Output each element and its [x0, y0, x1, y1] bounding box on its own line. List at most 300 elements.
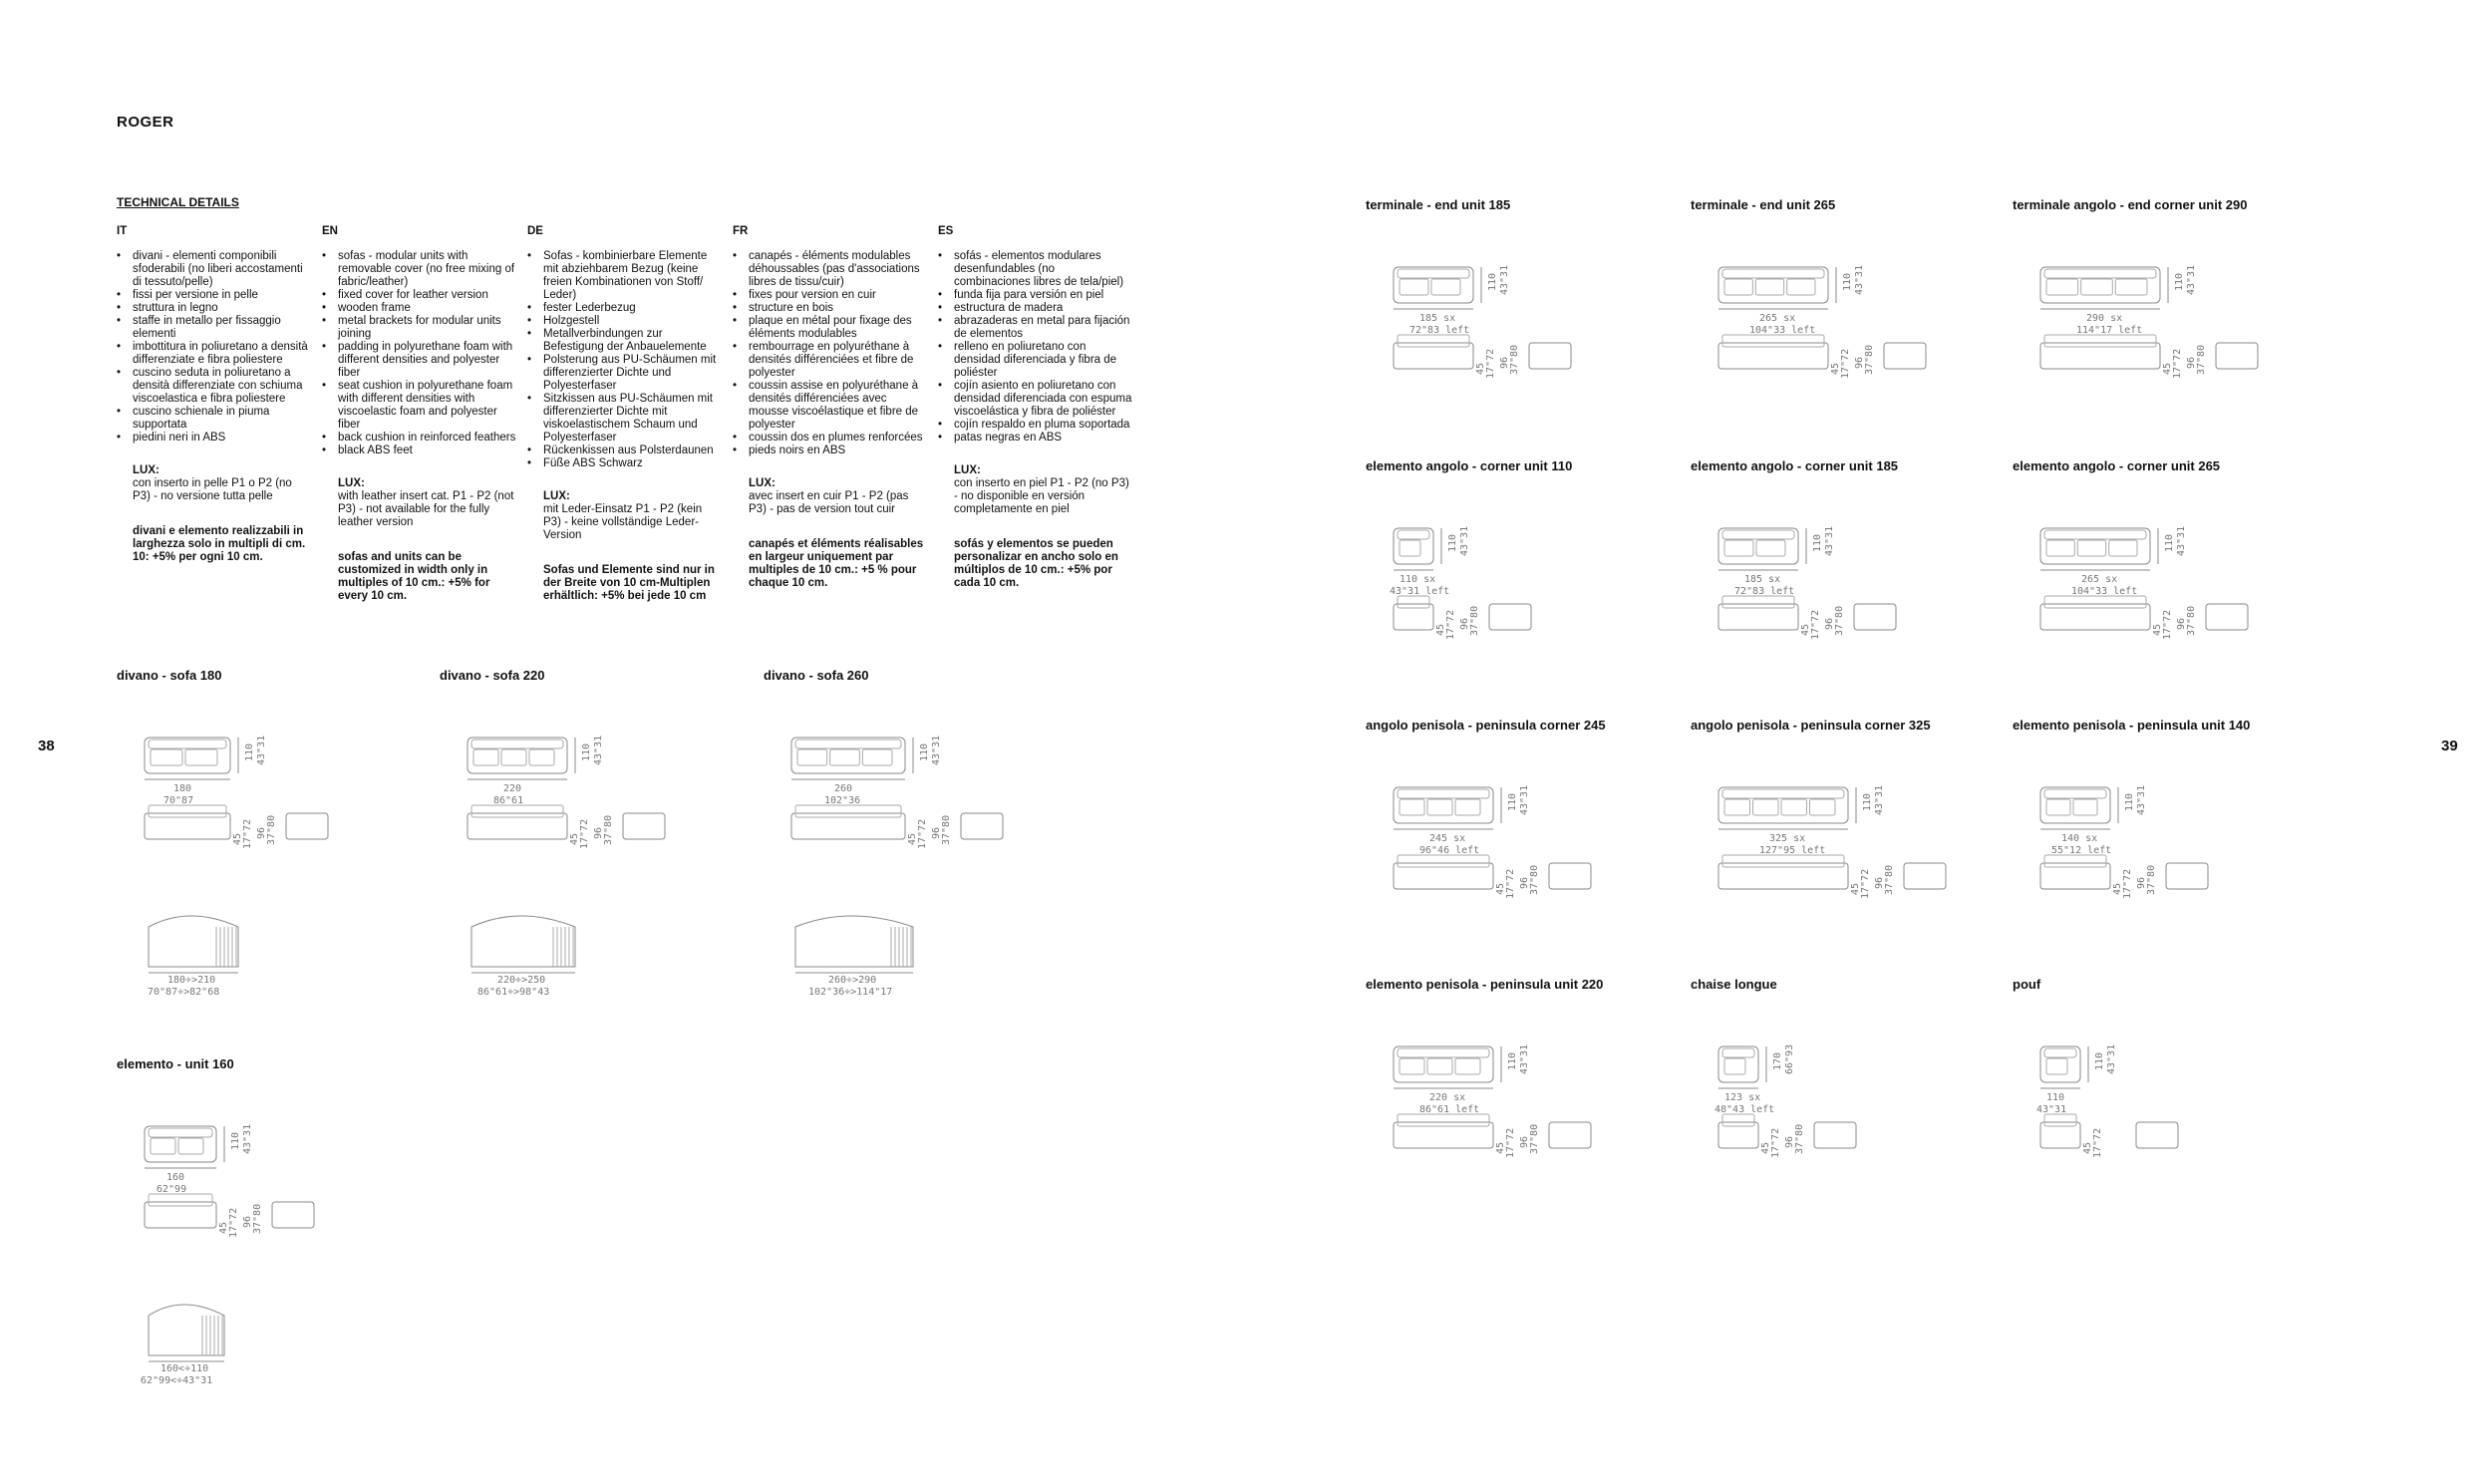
front-backrest: [1722, 335, 1824, 347]
language-code: FR: [733, 225, 749, 237]
sofa-drawing: [1390, 1037, 1599, 1166]
plan-outline: [1394, 1046, 1493, 1082]
feature-item: • padding in polyurethane foam with different densities and polyester fiber: [338, 341, 517, 380]
page-number-left: 38: [38, 738, 55, 754]
seat-height-label: 45: [2152, 623, 2163, 636]
plan-cushion: [1400, 799, 1424, 815]
feature-list: [117, 250, 312, 445]
feature-item: • fixed cover for leather version: [338, 289, 517, 302]
depth-inch-label: 43"31: [2106, 1043, 2117, 1074]
feature-item: • divani - elementi componibili sfoderabili (no liberi accostamenti di tessuto/pelle): [133, 250, 312, 289]
depth-inch-label: 66"93: [1784, 1043, 1795, 1074]
section-title: elemento - unit 160: [117, 1056, 234, 1071]
width-inch-label: 86"61 left: [1419, 1104, 1480, 1115]
total-height-inch-label: 37"80: [2196, 344, 2207, 375]
unit-diagram: [2036, 777, 2216, 912]
side-outline: [2206, 604, 2248, 630]
plan-cushion: [151, 749, 182, 765]
section-title: terminale - end unit 185: [1366, 197, 1511, 212]
plan-backrest: [1398, 1048, 1489, 1057]
feature-item: • cuscino seduta in poliuretano a densità differenziate con schiuma viscoelastica e fibra poliestere: [133, 367, 312, 406]
feature-item: • Polsterung aus PU-Schäumen mit differenzierter Dichte und Polyesterfaser: [543, 354, 723, 393]
plan-cushion: [2046, 1058, 2067, 1074]
width-label: 265 sx: [1759, 313, 1796, 324]
unit-diagram: [2036, 518, 2256, 653]
plan-outline: [2040, 528, 2150, 564]
total-height-inch-label: 37"80: [2186, 605, 2197, 636]
lux-text: avec insert en cuir P1 - P2 (pas P3) - pas de version tout cuir: [749, 490, 909, 515]
depth-label: 110: [1507, 1051, 1518, 1070]
language-column-es: [938, 225, 1133, 590]
sofa-drawing: [2036, 1037, 2186, 1166]
plan-cushion: [1724, 799, 1750, 815]
feature-item: • Rückenkissen aus Polsterdaunen: [543, 445, 723, 457]
range-outline: [471, 916, 575, 967]
total-height-label: 96: [1519, 876, 1530, 889]
total-height-label: 96: [242, 1215, 253, 1228]
side-outline: [2136, 1122, 2178, 1148]
feature-list: [322, 250, 517, 457]
unit-diagram: [2036, 257, 2266, 392]
range-inch-label: 70"87÷>82"68: [148, 987, 220, 998]
width-label: 123 sx: [1724, 1092, 1761, 1103]
plan-backrest: [1722, 789, 1844, 798]
unit-diagram: [1714, 777, 1954, 912]
plan-cushion: [473, 749, 498, 765]
language-column-en: [322, 225, 517, 603]
feature-item: • cojín respaldo en pluma soportada: [954, 419, 1133, 432]
depth-inch-label: 43"31: [256, 735, 267, 765]
depth-label: 110: [2094, 1051, 2105, 1070]
plan-outline: [1718, 787, 1848, 823]
feature-item: • rembourrage en polyuréthane à densités différenciées et fibre de polyester: [749, 341, 928, 380]
depth-label: 110: [1507, 792, 1518, 811]
sofa-diagram: [787, 728, 1011, 1002]
lux-block: [938, 464, 1133, 516]
sofa-drawing: [1714, 1037, 1864, 1166]
seat-height-inch-label: 17"72: [2162, 609, 2173, 640]
depth-inch-label: 43"31: [242, 1123, 253, 1154]
plan-cushion: [529, 749, 554, 765]
depth-label: 110: [1842, 272, 1853, 291]
lux-title: LUX:: [133, 464, 159, 476]
section-title: elemento penisola - peninsula unit 140: [2013, 718, 2251, 733]
plan-backrest: [471, 740, 563, 748]
feature-item: • relleno en poliuretano con densidad diferenciada y fibra de poliéster: [954, 341, 1133, 380]
customization-note: canapés et éléments réalisables en largeur uniquement par multiples de 10 cm.: +5 % pour chaque 10 cm.: [749, 538, 924, 589]
section-title: chaise longue: [1691, 977, 1777, 992]
plan-backrest: [795, 740, 901, 748]
side-outline: [1489, 604, 1531, 630]
side-outline: [286, 813, 328, 839]
total-height-inch-label: 37"80: [1884, 864, 1895, 895]
front-backrest: [2044, 1114, 2076, 1126]
plan-cushion: [1431, 279, 1460, 295]
seat-height-inch-label: 17"72: [1485, 348, 1496, 379]
feature-item: • coussin dos en plumes renforcées: [749, 432, 928, 445]
total-height-inch-label: 37"80: [1864, 344, 1875, 375]
plan-cushion: [2109, 540, 2137, 556]
total-height-inch-label: 37"80: [603, 814, 614, 845]
front-backrest: [1722, 855, 1844, 867]
width-inch-label: 72"83 left: [1409, 325, 1470, 336]
feature-item: • pieds noirs en ABS: [749, 445, 928, 457]
unit-diagram: [1714, 518, 1904, 653]
depth-inch-label: 43"31: [2136, 784, 2147, 815]
side-outline: [1884, 343, 1926, 369]
feature-item: • Sitzkissen aus PU-Schäumen mit differenzierter Dichte mit viskoelastischem Schaum und Polyesterfaser: [543, 393, 723, 445]
section-title: divano - sofa 180: [117, 668, 222, 683]
plan-outline: [1718, 267, 1828, 303]
width-inch-label: 127"95 left: [1759, 845, 1826, 856]
plan-cushion: [501, 749, 526, 765]
width-inch-label: 70"87: [163, 795, 194, 806]
depth-label: 170: [1772, 1051, 1783, 1070]
width-label: 260: [834, 783, 853, 794]
section-title: angolo penisola - peninsula corner 325: [1691, 718, 1931, 733]
feature-list: [938, 250, 1133, 445]
range-label: 260÷>290: [828, 975, 877, 986]
width-inch-label: 55"12 left: [2051, 845, 2112, 856]
width-inch-label: 43"31: [2036, 1104, 2067, 1115]
plan-backrest: [1398, 269, 1469, 278]
width-inch-label: 48"43 left: [1714, 1104, 1775, 1115]
lux-title: LUX:: [338, 477, 365, 489]
sofa-diagram: [141, 728, 336, 1002]
plan-cushion: [2073, 799, 2097, 815]
language-code: EN: [322, 225, 338, 237]
feature-item: • sofás - elementos modulares desenfundables (no combinaciones libres de tela/piel): [954, 250, 1133, 289]
front-backrest: [2044, 855, 2106, 867]
sofa-drawing: [141, 1116, 322, 1385]
unit-diagram: [1390, 257, 1579, 392]
sofa-drawing: [1714, 257, 1934, 387]
technical-details-title: TECHNICAL DETAILS: [117, 195, 239, 209]
lux-text: con inserto in pelle P1 o P2 (no P3) - no versione tutta pelle: [133, 477, 292, 502]
total-height-label: 96: [931, 826, 942, 839]
customization-note: Sofas und Elemente sind nur in der Breite von 10 cm-Multiplen erhältlich: +5% bei jede 10 cm: [543, 564, 715, 602]
total-height-inch-label: 37"80: [1529, 1123, 1540, 1154]
plan-outline: [1718, 528, 1798, 564]
feature-list: [733, 250, 928, 457]
width-label: 140 sx: [2061, 833, 2098, 844]
seat-height-label: 45: [2112, 882, 2123, 895]
depth-label: 110: [244, 742, 255, 761]
total-height-inch-label: 37"80: [252, 1203, 263, 1234]
total-height-label: 96: [1854, 356, 1865, 369]
unit-diagram: [2036, 1037, 2186, 1171]
sofa-drawing: [1390, 257, 1579, 387]
plan-backrest: [2044, 530, 2146, 539]
front-backrest: [795, 805, 901, 817]
total-height-inch-label: 37"80: [1469, 605, 1480, 636]
feature-item: • Metallverbindungen zur Befestigung der Anbauelemente: [543, 328, 723, 354]
total-height-label: 96: [2186, 356, 2197, 369]
depth-inch-label: 43"31: [931, 735, 942, 765]
lux-title: LUX:: [749, 477, 776, 489]
plan-backrest: [1398, 789, 1489, 798]
plan-backrest: [1722, 1048, 1754, 1057]
language-column-fr: [733, 225, 928, 590]
section-title: terminale - end unit 265: [1691, 197, 1836, 212]
lux-text: with leather insert cat. P1 - P2 (not P3) - not available for the fully leather version: [338, 490, 514, 528]
total-height-inch-label: 37"80: [1794, 1123, 1805, 1154]
plan-cushion: [1787, 279, 1815, 295]
depth-label: 110: [2124, 792, 2135, 811]
plan-cushion: [1427, 799, 1452, 815]
plan-outline: [145, 1126, 216, 1162]
section-title: pouf: [2013, 977, 2041, 992]
plan-cushion: [1810, 799, 1836, 815]
plan-backrest: [149, 740, 226, 748]
front-backrest: [1722, 1114, 1754, 1126]
unit-diagram: [1390, 518, 1539, 653]
depth-label: 110: [230, 1131, 241, 1150]
language-code: DE: [527, 225, 543, 237]
width-inch-label: 72"83 left: [1734, 586, 1795, 597]
unit-diagram: [1390, 777, 1599, 912]
depth-label: 110: [581, 742, 592, 761]
seat-height-label: 45: [1760, 1141, 1771, 1154]
width-inch-label: 114"17 left: [2076, 325, 2143, 336]
feature-item: • black ABS feet: [338, 445, 517, 457]
plan-cushion: [1756, 540, 1785, 556]
depth-inch-label: 43"31: [2176, 525, 2187, 556]
page-number-right: 39: [2441, 738, 2458, 754]
seat-height-inch-label: 17"72: [1770, 1127, 1781, 1158]
width-label: 220: [503, 783, 522, 794]
seat-height-label: 45: [218, 1221, 229, 1234]
depth-inch-label: 43"31: [1519, 1043, 1530, 1074]
side-outline: [1529, 343, 1571, 369]
range-label: 180÷>210: [167, 975, 216, 986]
plan-cushion: [1753, 799, 1779, 815]
language-column-it: [117, 225, 312, 564]
unit-diagram: [1390, 1037, 1599, 1171]
plan-cushion: [1724, 279, 1752, 295]
seat-height-inch-label: 17"72: [2122, 868, 2133, 899]
range-label: 160<÷110: [160, 1363, 209, 1374]
total-height-label: 96: [1874, 876, 1885, 889]
plan-cushion: [1724, 540, 1753, 556]
sofa-drawing: [1390, 518, 1539, 648]
language-column-de: [527, 225, 723, 603]
sofa-drawing: [2036, 777, 2216, 907]
plan-backrest: [1398, 530, 1429, 539]
range-inch-label: 102"36÷>114"17: [808, 987, 893, 998]
section-title: elemento angolo - corner unit 110: [1366, 458, 1573, 473]
width-label: 325 sx: [1769, 833, 1806, 844]
seat-height-label: 45: [2082, 1141, 2093, 1154]
side-outline: [961, 813, 1003, 839]
seat-height-label: 45: [2162, 362, 2173, 375]
total-height-inch-label: 37"80: [1834, 605, 1845, 636]
seat-height-inch-label: 17"72: [2172, 348, 2183, 379]
feature-item: • structure en bois: [749, 302, 928, 315]
feature-item: • struttura in legno: [133, 302, 312, 315]
lux-title: LUX:: [543, 490, 570, 502]
sofa-drawing: [1390, 777, 1599, 907]
seat-height-label: 45: [569, 832, 580, 845]
plan-backrest: [2044, 789, 2106, 798]
range-inch-label: 86"61÷>98"43: [477, 987, 550, 998]
seat-height-inch-label: 17"72: [2092, 1127, 2103, 1158]
side-outline: [1549, 1122, 1591, 1148]
plan-cushion: [830, 749, 860, 765]
feature-item: • estructura de madera: [954, 302, 1133, 315]
depth-inch-label: 43"31: [593, 735, 604, 765]
feature-item: • sofas - modular units with removable cover (no free mixing of fabric/leather): [338, 250, 517, 289]
width-inch-label: 104"33 left: [2071, 586, 2138, 597]
language-code: IT: [117, 225, 128, 237]
unit-diagram: [1714, 1037, 1864, 1171]
width-label: 110: [2046, 1092, 2065, 1103]
seat-height-label: 45: [1475, 362, 1486, 375]
depth-inch-label: 43"31: [1854, 264, 1865, 295]
sofa-diagram: [141, 1116, 322, 1390]
feature-item: • back cushion in reinforced feathers: [338, 432, 517, 445]
total-height-label: 96: [1519, 1135, 1530, 1148]
total-height-label: 96: [2136, 876, 2147, 889]
customization-note: divani e elemento realizzabili in larghezza solo in multipli di cm. 10: +5% per ogni 10 cm.: [133, 525, 306, 563]
depth-label: 110: [1812, 533, 1823, 552]
feature-item: • patas negras en ABS: [954, 432, 1133, 445]
total-height-inch-label: 37"80: [2146, 864, 2157, 895]
section-title: divano - sofa 260: [764, 668, 869, 683]
side-outline: [272, 1202, 314, 1228]
plan-cushion: [2046, 540, 2074, 556]
total-height-inch-label: 37"80: [1509, 344, 1520, 375]
seat-height-label: 45: [1435, 623, 1446, 636]
range-inch-label: 62"99<÷43"31: [141, 1375, 213, 1386]
depth-inch-label: 43"31: [2186, 264, 2197, 295]
plan-cushion: [1755, 279, 1783, 295]
feature-list: [527, 250, 723, 470]
width-inch-label: 86"61: [493, 795, 524, 806]
total-height-label: 96: [1499, 356, 1510, 369]
total-height-label: 96: [1824, 617, 1835, 630]
lux-block: [527, 490, 723, 542]
side-outline: [1854, 604, 1896, 630]
plan-cushion: [185, 749, 217, 765]
side-outline: [2166, 863, 2208, 889]
side-outline: [1814, 1122, 1856, 1148]
plan-cushion: [151, 1138, 175, 1154]
lux-text: mit Leder-Einsatz P1 - P2 (kein P3) - keine vollständige Leder-Version: [543, 503, 703, 541]
seat-height-label: 45: [1830, 362, 1841, 375]
feature-item: • fixes pour version en cuir: [749, 289, 928, 302]
depth-label: 110: [1862, 792, 1873, 811]
seat-height-inch-label: 17"72: [1505, 1127, 1516, 1158]
seat-height-inch-label: 17"72: [1505, 868, 1516, 899]
seat-height-label: 45: [232, 832, 243, 845]
plan-cushion: [2081, 279, 2113, 295]
plan-cushion: [1781, 799, 1807, 815]
section-title: elemento penisola - peninsula unit 220: [1366, 977, 1604, 992]
depth-inch-label: 43"31: [1874, 784, 1885, 815]
feature-item: • imbottitura in poliuretano a densità differenziate e fibra poliestere: [133, 341, 312, 367]
language-code: ES: [938, 225, 954, 237]
plan-cushion: [862, 749, 892, 765]
side-outline: [1549, 863, 1591, 889]
sofa-drawing: [787, 728, 1011, 997]
sofa-drawing: [464, 728, 673, 997]
section-title: terminale angolo - end corner unit 290: [2013, 197, 2248, 212]
total-height-label: 96: [1459, 617, 1470, 630]
plan-cushion: [1724, 1058, 1745, 1074]
width-inch-label: 62"99: [156, 1184, 187, 1195]
plan-cushion: [2046, 799, 2070, 815]
lux-title: LUX:: [954, 464, 981, 476]
width-inch-label: 104"33 left: [1749, 325, 1816, 336]
seat-height-inch-label: 17"72: [242, 818, 253, 849]
seat-height-inch-label: 17"72: [1810, 609, 1821, 640]
sofa-drawing: [2036, 518, 2256, 648]
front-backrest: [149, 1194, 212, 1206]
front-backrest: [149, 805, 226, 817]
seat-height-inch-label: 17"72: [1860, 868, 1871, 899]
plan-backrest: [1722, 530, 1794, 539]
feature-item: • Füße ABS Schwarz: [543, 457, 723, 470]
side-outline: [623, 813, 665, 839]
total-height-inch-label: 37"80: [941, 814, 952, 845]
width-label: 185 sx: [1744, 574, 1781, 585]
total-height-label: 96: [593, 826, 604, 839]
front-backrest: [2044, 335, 2156, 347]
feature-item: • seat cushion in polyurethane foam with different densities with viscoelastic foam and polyester fiber: [338, 380, 517, 432]
seat-height-label: 45: [1495, 882, 1506, 895]
feature-item: • abrazaderas en metal para fijación de elementos: [954, 315, 1133, 341]
seat-height-label: 45: [1850, 882, 1861, 895]
seat-height-inch-label: 17"72: [579, 818, 590, 849]
plan-cushion: [1400, 540, 1420, 556]
depth-label: 110: [1487, 272, 1498, 291]
total-height-label: 96: [256, 826, 267, 839]
plan-cushion: [1400, 1058, 1424, 1074]
lux-block: [117, 464, 312, 503]
plan-backrest: [149, 1128, 212, 1137]
sofa-drawing: [141, 728, 336, 997]
plan-cushion: [1400, 279, 1428, 295]
lux-text: con inserto en piel P1 - P2 (no P3) - no disponible en versión completamente en piel: [954, 477, 1129, 515]
depth-inch-label: 43"31: [1499, 264, 1510, 295]
front-backrest: [1398, 335, 1469, 347]
plan-cushion: [1455, 799, 1480, 815]
front-backrest: [1398, 596, 1429, 608]
feature-item: • Sofas - kombinierbare Elemente mit abziehbarem Bezug (keine freien Kombinationen von Stoff/ Leder): [543, 250, 723, 302]
depth-inch-label: 43"31: [1459, 525, 1470, 556]
feature-item: • funda fija para versión en piel: [954, 289, 1133, 302]
width-inch-label: 43"31 left: [1390, 586, 1450, 597]
total-height-label: 96: [1784, 1135, 1795, 1148]
feature-item: • metal brackets for modular units joining: [338, 315, 517, 341]
feature-item: • canapés - éléments modulables déhoussables (pas d'associations libres de tissu/cuir): [749, 250, 928, 289]
width-inch-label: 96"46 left: [1419, 845, 1480, 856]
section-title: divano - sofa 220: [440, 668, 545, 683]
section-title: elemento angolo - corner unit 185: [1691, 458, 1899, 473]
front-backrest: [1722, 596, 1794, 608]
seat-height-inch-label: 17"72: [1445, 609, 1456, 640]
seat-height-label: 45: [1800, 623, 1811, 636]
side-outline: [1904, 863, 1946, 889]
feature-item: • piedini neri in ABS: [133, 432, 312, 445]
width-label: 265 sx: [2081, 574, 2118, 585]
range-outline: [149, 1305, 224, 1355]
section-title: angolo penisola - peninsula corner 245: [1366, 718, 1606, 733]
feature-item: • fissi per versione in pelle: [133, 289, 312, 302]
plan-cushion: [2115, 279, 2147, 295]
feature-item: • plaque en métal pour fixage des éléments modulables: [749, 315, 928, 341]
